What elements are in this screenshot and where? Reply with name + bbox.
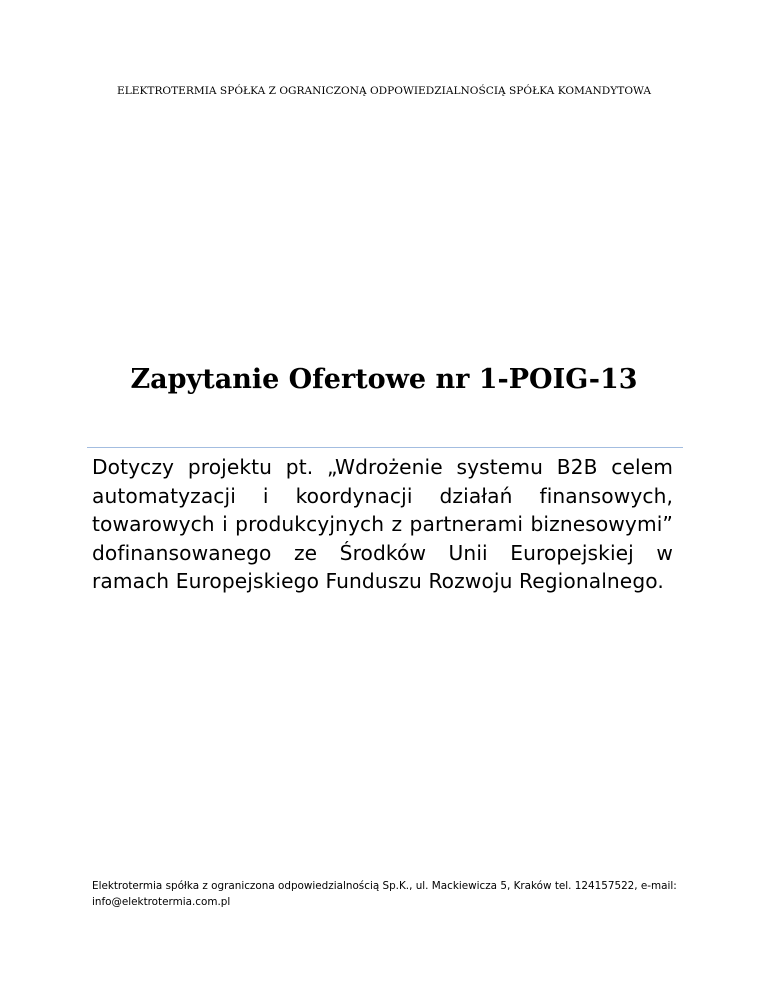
company-header: ELEKTROTERMIA SPÓŁKA Z OGRANICZONĄ ODPOWIEDZIALNOŚCIĄ SPÓŁKA KOMANDYTOWA — [116, 85, 652, 97]
title-divider — [87, 447, 683, 448]
document-title: Zapytanie Ofertowe nr 1-POIG-13 — [130, 364, 638, 395]
project-description: Dotyczy projektu pt. „Wdrożenie systemu B2B celem automatyzacji i koordynacji działań finansowych, towarowych i produkcyjnych z partnerami biznesowymi” dofinansowanego ze Środków Unii Europejskiej w ramach Europejskiego Funduszu Rozwoju Regionalnego. — [92, 455, 673, 594]
company-footer: Elektrotermia spółka z ograniczona odpowiedzialnością Sp.K., ul. Mackiewicza 5, Kraków tel. 124157522, e-mail: info@elektrotermia.com.pl — [92, 880, 677, 908]
